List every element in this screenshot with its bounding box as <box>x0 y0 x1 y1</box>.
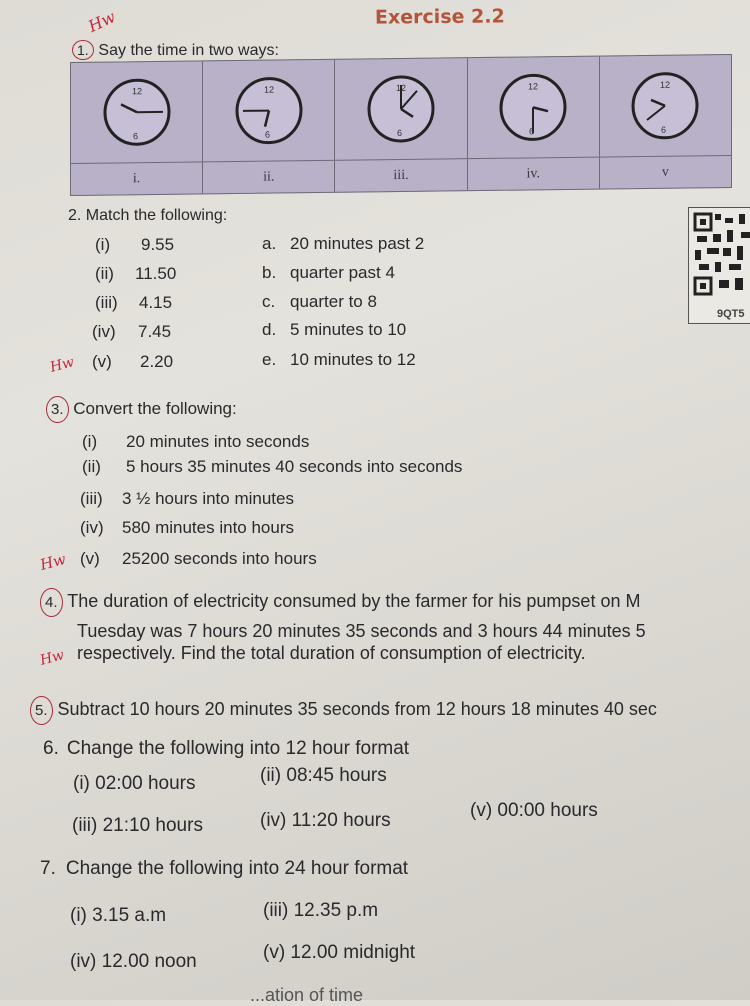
question-3-text: Convert the following: <box>73 399 236 418</box>
clock-icon <box>497 71 569 144</box>
match-left-1: (i) 9.55 <box>95 235 174 255</box>
q6-item-4: (iv) 11:20 hours <box>260 810 391 832</box>
question-4-line-3: respectively. Find the total duration of consumption of electricity. <box>77 643 586 664</box>
question-number-circle: 4. <box>40 588 63 617</box>
match-right-c: c. quarter to 8 <box>262 292 377 312</box>
question-2-text: Match the following: <box>86 207 227 224</box>
svg-text:12: 12 <box>132 86 142 96</box>
q6-item-2: (ii) 08:45 hours <box>260 765 387 787</box>
svg-text:6: 6 <box>529 126 534 136</box>
clock-table <box>70 54 732 196</box>
convert-item-3: (iii) 3 ½ hours into minutes <box>80 489 294 509</box>
question-4-line-2: Tuesday was 7 hours 20 minutes 35 seconds and 3 hours 44 minutes 5 <box>77 621 646 642</box>
q6-item-5: (v) 00:00 hours <box>470 800 598 822</box>
question-2 <box>68 207 227 225</box>
match-left-4: (iv) 7.45 <box>92 322 171 342</box>
q6-item-1: (i) 02:00 hours <box>73 773 196 795</box>
clock-cell <box>600 55 731 157</box>
question-3 <box>46 396 237 423</box>
match-left-2: (ii) 11.50 <box>95 264 176 284</box>
clock-icon <box>101 76 173 149</box>
question-5 <box>30 696 657 725</box>
question-6-text: Change the following into 12 hour format <box>67 738 409 759</box>
clock-label: i. <box>133 171 140 187</box>
question-1 <box>72 40 279 60</box>
match-right-b: b. quarter past 4 <box>262 263 395 283</box>
question-7-text: Change the following into 24 hour format <box>66 858 408 879</box>
clock-cell <box>335 58 467 160</box>
handwritten-hw-mark: Hw <box>38 647 66 669</box>
question-6: 6. Change the following into 12 hour format <box>43 738 409 760</box>
clock-label: iv. <box>526 166 539 182</box>
q7-item-1: (i) 3.15 a.m <box>70 905 166 927</box>
question-5-text: Subtract 10 hours 20 minutes 35 seconds from 12 hours 18 minutes 40 sec <box>58 699 657 719</box>
clock-label: iii. <box>393 167 408 183</box>
qr-code[interactable] <box>688 207 750 324</box>
clock-cell <box>71 61 203 163</box>
question-1-text: Say the time in two ways: <box>98 42 279 59</box>
question-number-circle: 5. <box>30 696 53 725</box>
svg-text:6: 6 <box>661 125 666 135</box>
clock-icon <box>233 74 305 147</box>
clock-cell <box>468 57 600 159</box>
convert-item-1: (i) 20 minutes into seconds <box>82 432 309 452</box>
question-7: 7. Change the following into 24 hour format <box>40 858 408 880</box>
handwritten-hw-mark: Hw <box>48 354 76 376</box>
handwritten-hw-mark: Hw <box>85 7 118 36</box>
question-4-line-1: The duration of electricity consumed by the farmer for his pumpset on M <box>67 591 640 611</box>
question-4 <box>40 588 640 617</box>
match-left-3: (iii) 4.15 <box>95 293 172 313</box>
q7-item-4: (v) 12.00 midnight <box>263 942 415 964</box>
convert-item-4: (iv) 580 minutes into hours <box>80 518 294 538</box>
clock-label: ii. <box>263 169 274 185</box>
qr-code-label: 9QT5 <box>689 308 750 320</box>
clock-label: v <box>662 164 669 180</box>
q6-item-3: (iii) 21:10 hours <box>72 815 203 837</box>
convert-item-5: (v) 25200 seconds into hours <box>80 549 317 569</box>
qr-code-icon <box>689 208 750 303</box>
svg-text:6: 6 <box>133 131 138 141</box>
match-right-e: e. 10 minutes to 12 <box>262 350 416 370</box>
question-number-circle: 3. <box>46 396 69 423</box>
clock-icon <box>365 73 437 146</box>
question-number-circle: 1. <box>72 40 94 60</box>
clock-cell <box>203 60 335 162</box>
q7-item-3: (iv) 12.00 noon <box>70 951 197 973</box>
footer-partial-heading: ...ation of time <box>250 985 363 1006</box>
svg-text:12: 12 <box>528 81 538 91</box>
svg-text:12: 12 <box>396 83 406 93</box>
match-right-d: d. 5 minutes to 10 <box>262 320 406 340</box>
svg-text:6: 6 <box>265 130 270 140</box>
question-number: 2. <box>68 207 81 224</box>
convert-item-2: (ii) 5 hours 35 minutes 40 seconds into seconds <box>82 457 462 477</box>
svg-text:12: 12 <box>264 85 274 95</box>
svg-text:12: 12 <box>660 80 670 90</box>
q7-item-2: (iii) 12.35 p.m <box>263 900 378 922</box>
match-left-5: (v) 2.20 <box>92 352 173 372</box>
exercise-title: Exercise 2.2 <box>375 5 505 28</box>
handwritten-hw-mark: Hw <box>38 550 68 574</box>
svg-text:6: 6 <box>397 128 402 138</box>
match-right-a: a. 20 minutes past 2 <box>262 234 424 254</box>
clock-icon <box>629 69 701 142</box>
